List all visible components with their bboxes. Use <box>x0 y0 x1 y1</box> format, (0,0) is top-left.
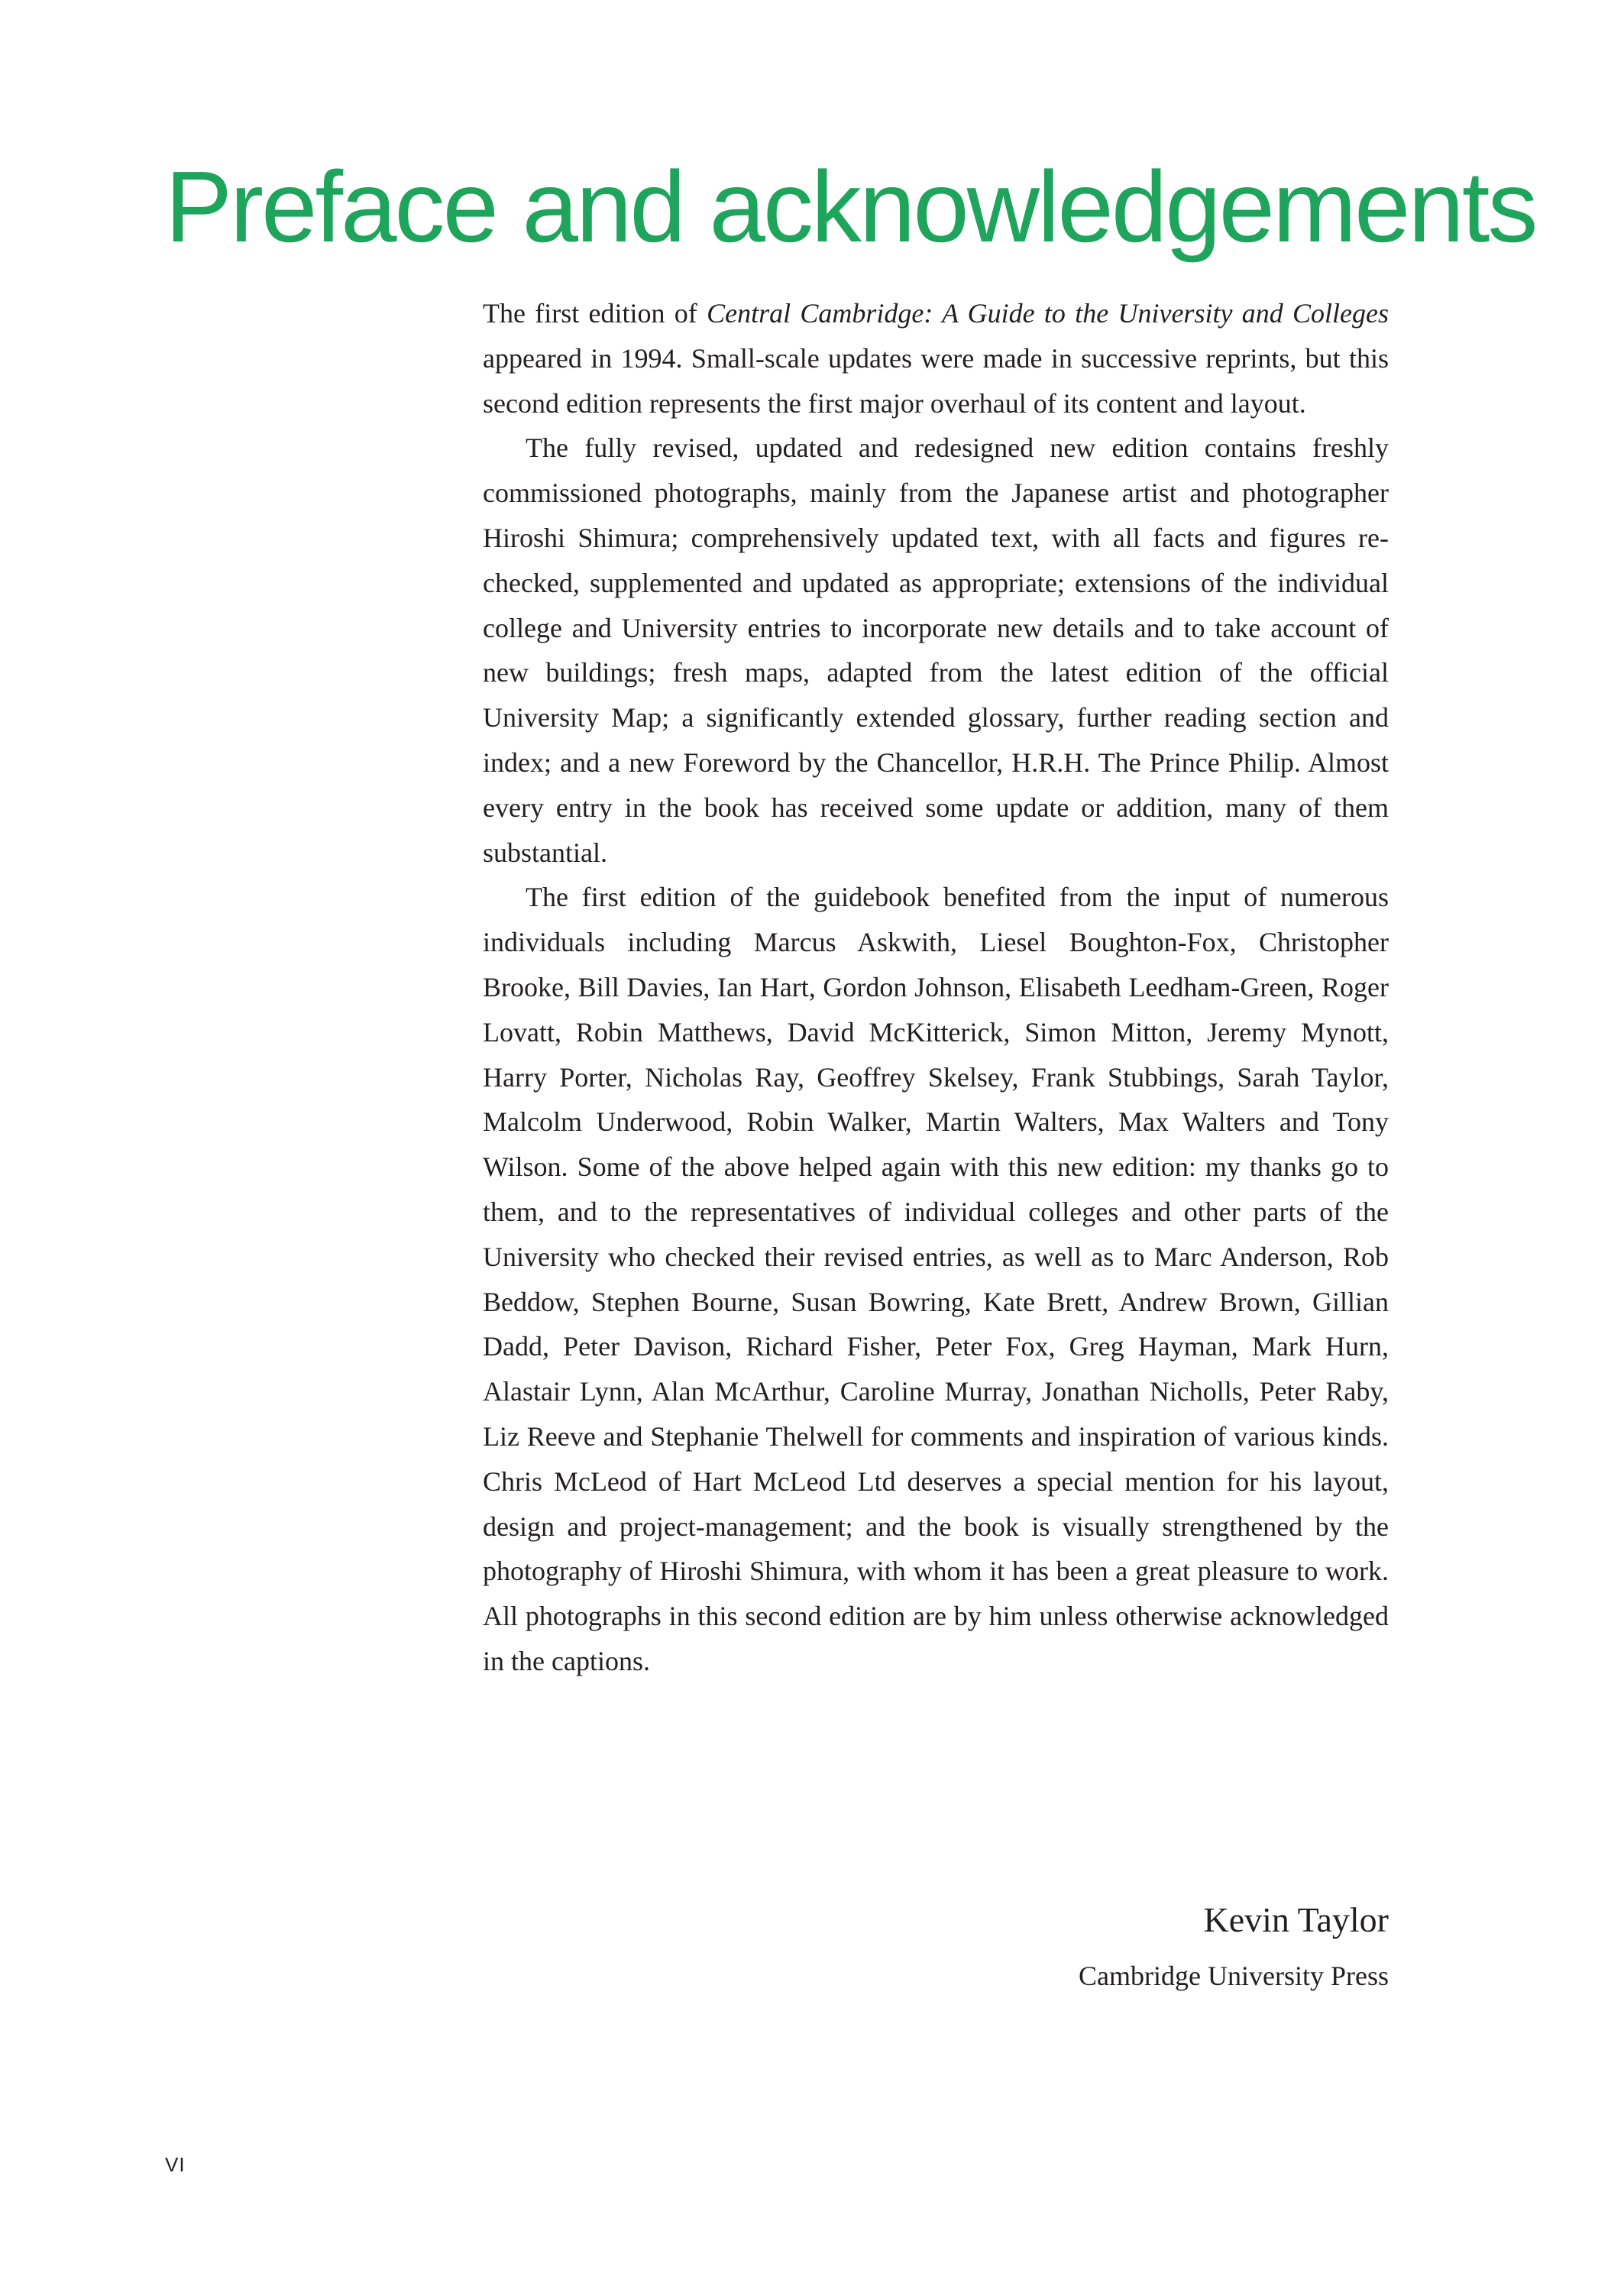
signature-organization: Cambridge University Press <box>1079 1961 1389 1991</box>
book-title: Central Cambridge: A Guide to the University and Colleges <box>707 298 1389 329</box>
page-title: Preface and acknowledgements <box>165 151 1536 263</box>
preface-paragraph-3: The first edition of the guidebook benefited from the input of numerous individuals including Marcus Askwith, Liesel Boughton-Fox, Christopher Brooke, Bill Davies, Ian Hart, Gordon Johnson, Elisabeth Leedham-Green, Roger Lovatt, Robin Matthews, David McKitterick, Simon Mitton, Jeremy Mynott, Harry Porter, Nicholas Ray, Geoffrey Skelsey, Frank Stubbings, Sarah Taylor, Malcolm Underwood, Robin Walker, Martin Walters, Max Walters and Tony Wilson. Some of the above helped again with this new edition: my thanks go to them, and to the representatives of individual colleges and other parts of the University who checked their revised entries, as well as to Marc Anderson, Rob Beddow, Stephen Bourne, Susan Bowring, Kate Brett, Andrew Brown, Gillian Dadd, Peter Davison, Richard Fisher, Peter Fox, Greg Hayman, Mark Hurn, Alastair Lynn, Alan McArthur, Caroline Murray, Jonathan Nicholls, Peter Raby, Liz Reeve and Stephanie Thelwell for comments and inspiration of various kinds. Chris McLeod of Hart McLeod Ltd deserves a special mention for his layout, design and project-management; and the book is visually strengthened by the photography of Hiroshi Shimura, with whom it has been a great pleasure to work. All photographs in this second edition are by him unless otherwise acknowledged in the captions. <box>483 882 1389 1676</box>
preface-paragraph-2: The fully revised, updated and redesigned new edition contains freshly commissioned photographs, mainly from the Japanese artist and photographer Hiroshi Shimura; comprehensively updated text, with all facts and figures re-checked, supplemented and updated as appropriate; extensions of the individual college and University entries to incorporate new details and to take account of new buildings; fresh maps, adapted from the latest edition of the official University Map; a significantly extended glossary, further reading section and index; and a new Foreword by the Chancellor, H.R.H. The Prince Philip. Almost every entry in the book has received some update or addition, many of them substantial. <box>483 432 1389 868</box>
signature-name: Kevin Taylor <box>1203 1900 1389 1939</box>
preface-paragraph-1 <box>483 291 1389 426</box>
page-number: VI <box>165 2153 186 2176</box>
paragraph-1-rest: appeared in 1994. Small-scale updates were made in successive reprints, but this second edition represents the first major overhaul of its content and layout. <box>483 342 1389 419</box>
preface-body <box>483 291 1389 1684</box>
paragraph-1-lead: The first edition of <box>483 298 707 329</box>
